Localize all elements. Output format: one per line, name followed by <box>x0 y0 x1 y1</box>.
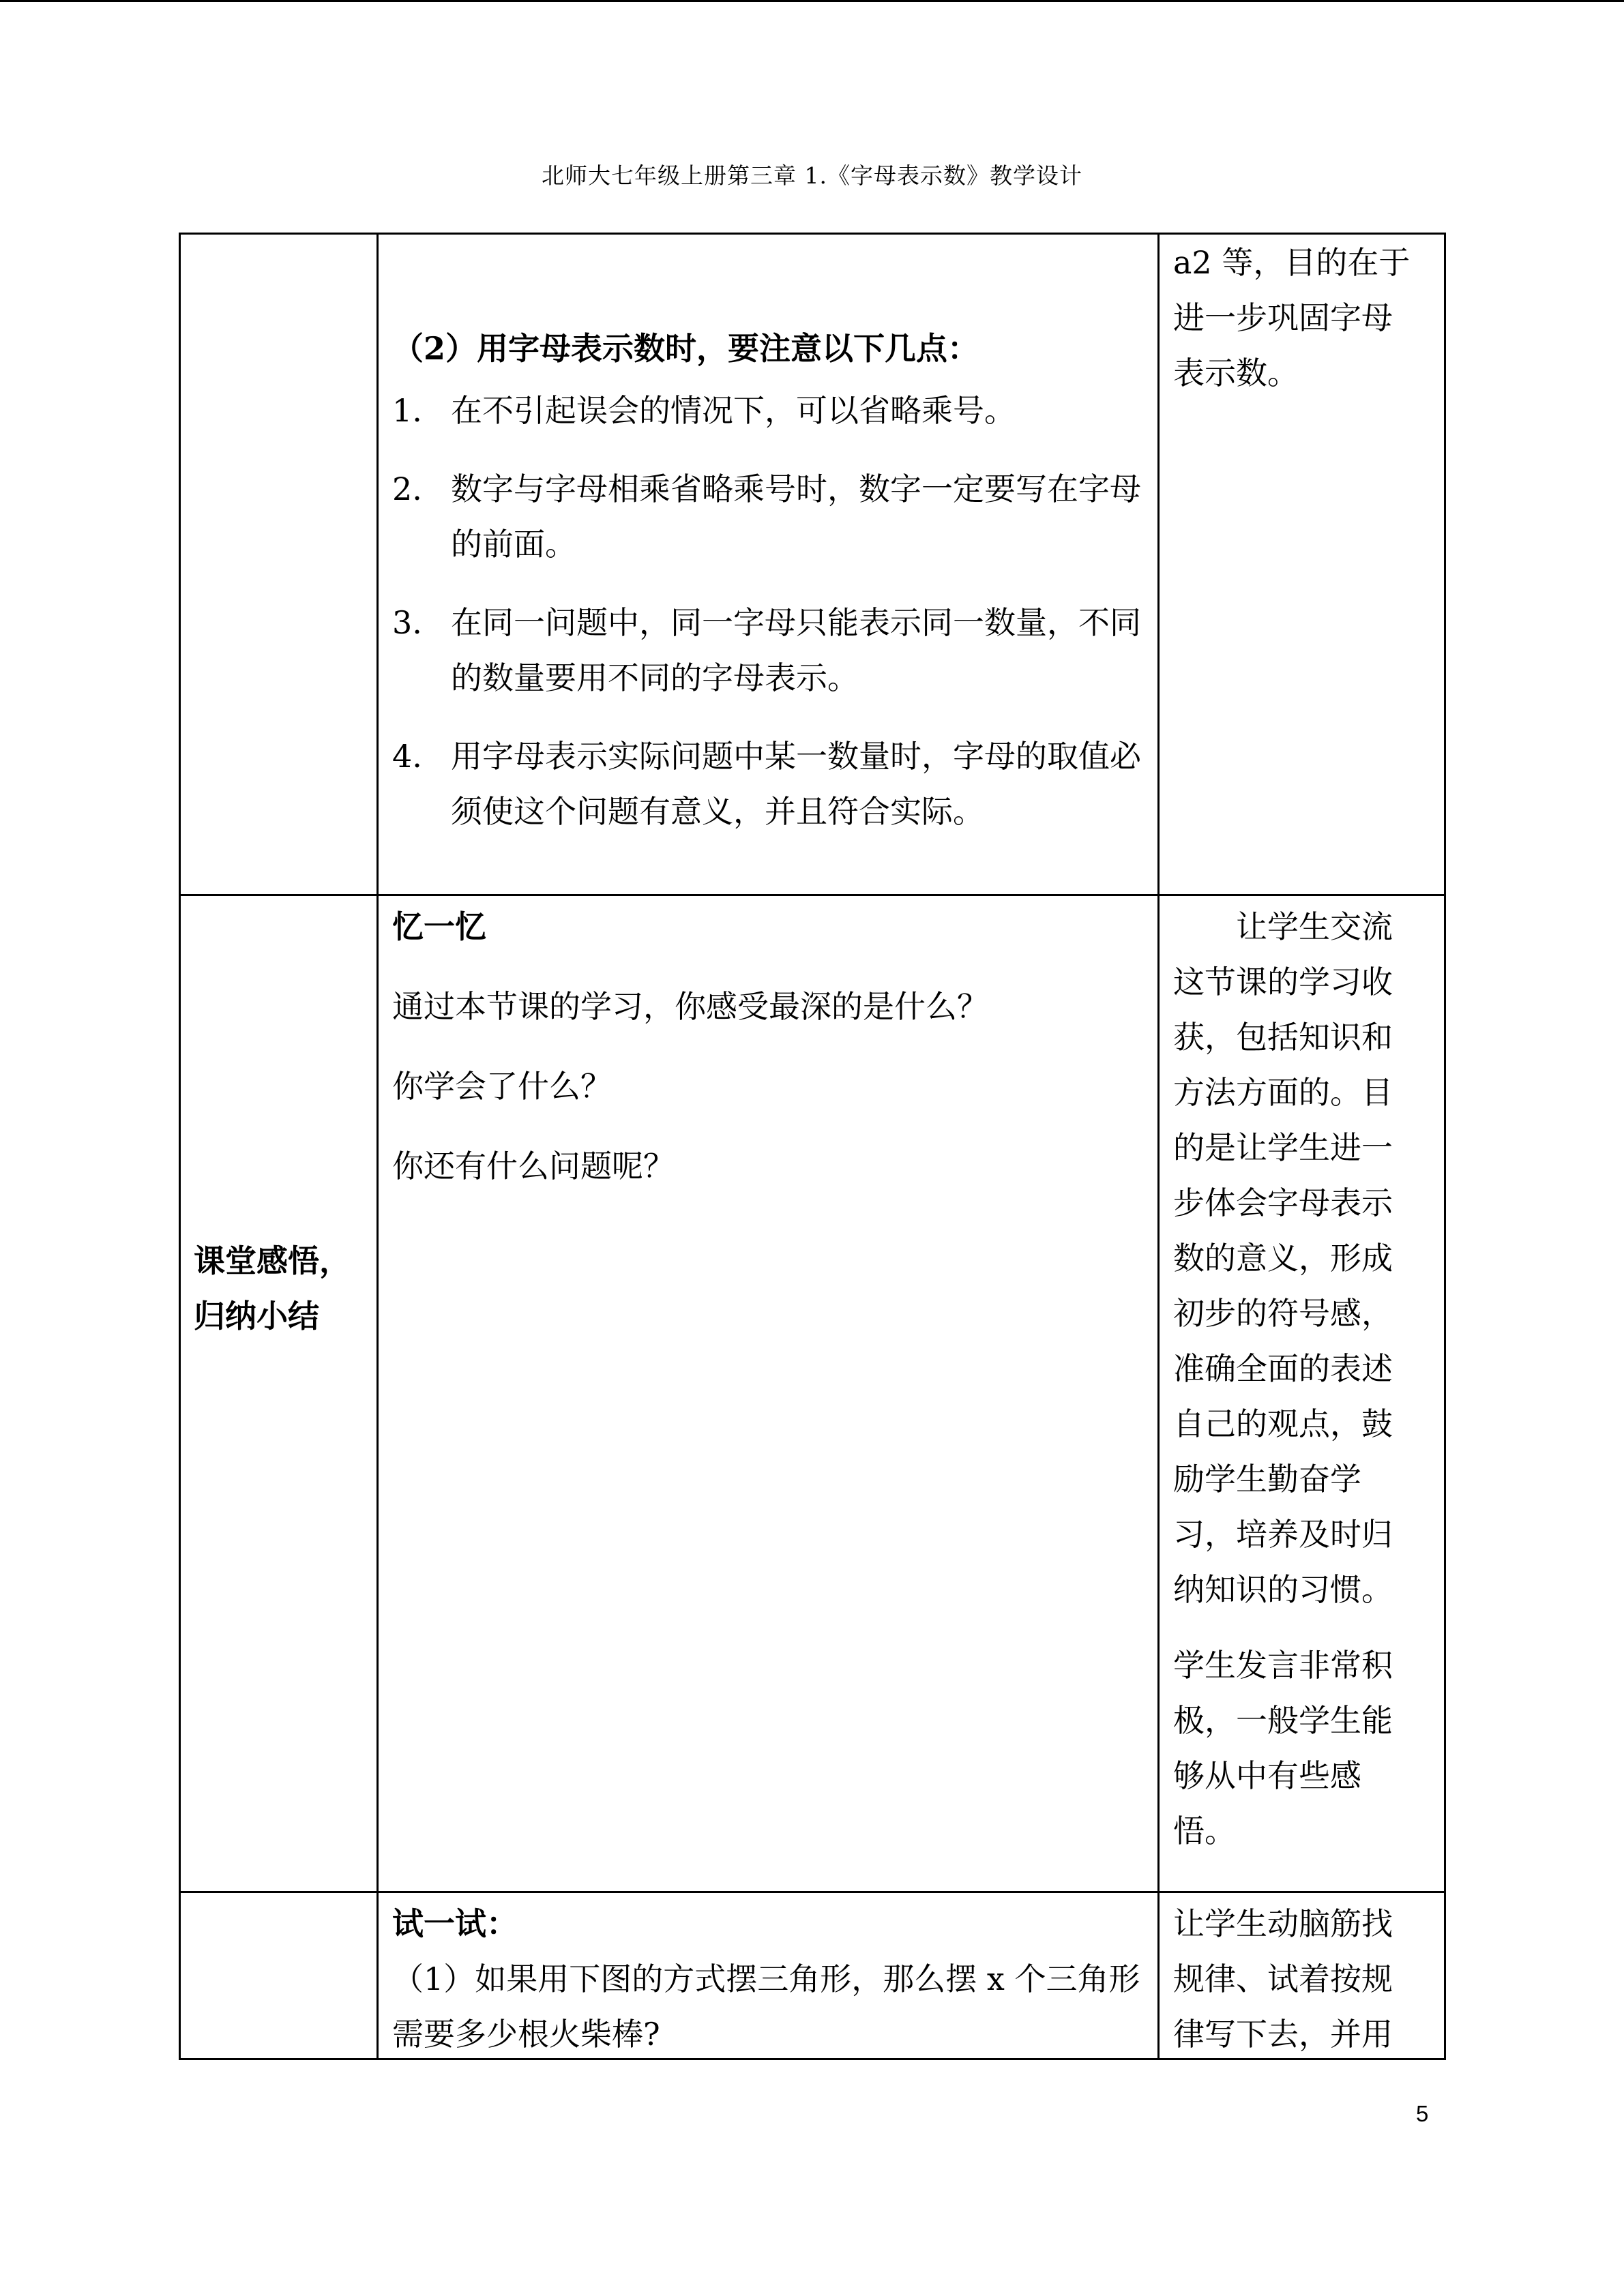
list-number: 2. <box>392 471 422 507</box>
list-item <box>392 729 1146 839</box>
top-border <box>0 0 1624 2</box>
page-number: 5 <box>1416 2101 1429 2126</box>
row2-line: 通过本节课的学习，你感受最深的是什么？ <box>392 988 988 1025</box>
row-divider <box>179 894 1446 896</box>
list-number: 4. <box>392 738 422 775</box>
row2-content <box>392 899 1146 1194</box>
row3-content <box>392 1896 1146 2062</box>
row2-heading: 忆一忆 <box>392 908 486 945</box>
table-border-top <box>179 233 1446 235</box>
list-text: 在不引起误会的情况下，可以省略乘号。 <box>451 392 1016 429</box>
row2-note-text: 让学生交流这节课的学习收获，包括知识和方法方面的。目的是让学生进一步体会字母表示数的意义，形成初步的符号感，准确全面的表述自己的观点，鼓励学生勤奋学习，培养及时归纳知识的习惯。 <box>1173 908 1393 1608</box>
list-item <box>392 462 1146 572</box>
list-text: 用字母表示实际问题中某一数量时，字母的取值必须使这个问题有意义，并且符合实际。 <box>451 738 1141 830</box>
row3-text: （1）如果用下图的方式摆三角形，那么摆 x 个三角形需要多少根火柴棒? <box>392 1960 1140 2053</box>
lesson-table <box>179 233 1446 2060</box>
column-divider <box>1157 233 1160 2060</box>
row-divider <box>179 1891 1446 1893</box>
row3-heading: 试一试： <box>392 1905 518 1942</box>
row2-line: 你还有什么问题呢？ <box>392 1148 675 1184</box>
row1-content <box>392 321 1146 863</box>
list-text: 数字与字母相乘省略乘号时，数字一定要写在字母的前面。 <box>451 471 1141 563</box>
table-border-right <box>1444 233 1446 2060</box>
row2-stage <box>194 1234 368 1344</box>
list-number: 3. <box>392 604 422 641</box>
row2-note-text-2: 学生发言非常积极，一般学生能够从中有些感悟。 <box>1173 1647 1393 1849</box>
row3-note-text: 让学生动脑筋找规律、试着按规律写下去，并用 <box>1173 1905 1393 2053</box>
row1-heading: （2）用字母表示数时，要注意以下几点： <box>392 330 979 367</box>
row1-note-text: a2 等，目的在于进一步巩固字母表示数。 <box>1173 244 1411 391</box>
list-item <box>392 595 1146 706</box>
row2-note <box>1173 899 1419 1859</box>
table-border-left <box>179 233 181 2060</box>
row3-note <box>1173 1896 1419 2062</box>
row2-line: 你学会了什么？ <box>392 1068 612 1105</box>
list-text: 在同一问题中，同一字母只能表示同一数量，不同的数量要用不同的字母表示。 <box>451 604 1141 696</box>
page-header: 北师大七年级上册第三章 1.《字母表示数》教学设计 <box>542 162 1082 189</box>
stage-label: 课堂感悟，归纳小结 <box>194 1242 351 1335</box>
list-number: 1. <box>392 392 422 429</box>
column-divider <box>377 233 379 2060</box>
list-item <box>392 383 1146 438</box>
notes-list <box>392 383 1146 839</box>
row1-note <box>1173 235 1419 401</box>
